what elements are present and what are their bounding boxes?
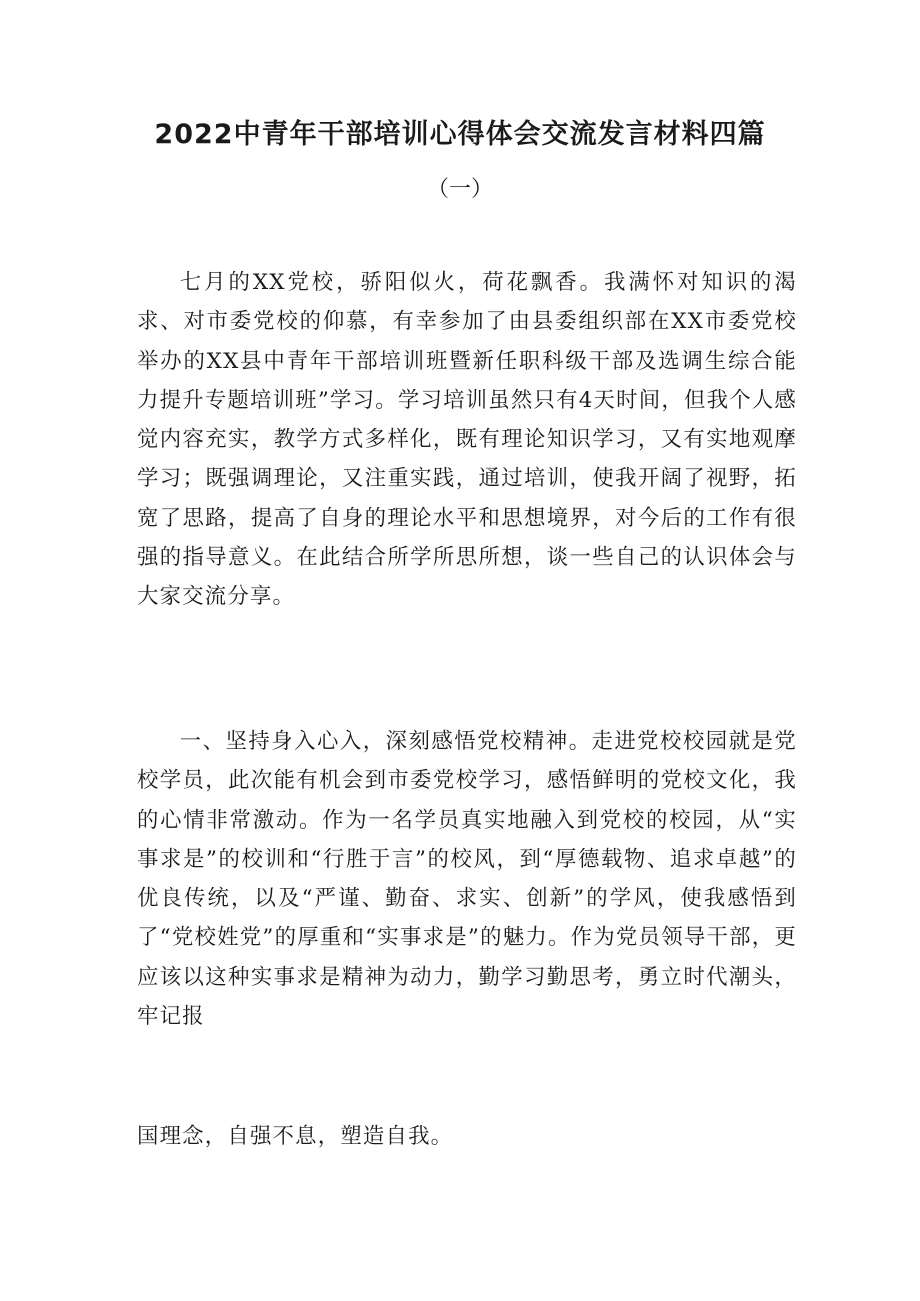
document-title: 2022中青年干部培训心得体会交流发言材料四篇	[154, 119, 766, 150]
paragraph-intro: 七月的XX党校，骄阳似火，荷花飘香。我满怀对知识的渴求、对市委党校的仰慕，有幸参加了由县委组织部在XX市委党校举办的XX县中青年干部培训班暨新任职科级干部及选调生综合能力提升专题培训班”学习。学习培训虽然只有4天时间，但我个人感觉内容充实，教学方式多样化，既有理论知识学习，又有实地观摩学习；既强调理论，又注重实践，通过培训，使我开阔了视野，拓宽了思路，提高了自身的理论水平和思想境界，对今后的工作有很强的指导意义。在此结合所学所思所想，谈一些自己的认识体会与大家交流分享。	[137, 270, 797, 610]
paragraph-continuation: 国理念，自强不息，塑造自我。	[137, 1124, 454, 1149]
section-number: （一）	[426, 177, 493, 202]
paragraph-point-one: 一、坚持身入心入，深刻感悟党校精神。走进党校校园就是党校学员，此次能有机会到市委党校学习，感悟鲜明的党校文化，我的心情非常激动。作为一名学员真实地融入到党校的校园，从“实事求是”的校训和“行胜于言”的校风，到“厚德载物、追求卓越”的优良传统，以及“严谨、勤奋、求实、创新”的学风，使我感悟到了“党校姓党”的厚重和“实事求是”的魅力。作为党员领导干部，更应该以这种实事求是精神为动力，勤学习勤思考，勇立时代潮头，牢记报	[137, 729, 797, 1030]
